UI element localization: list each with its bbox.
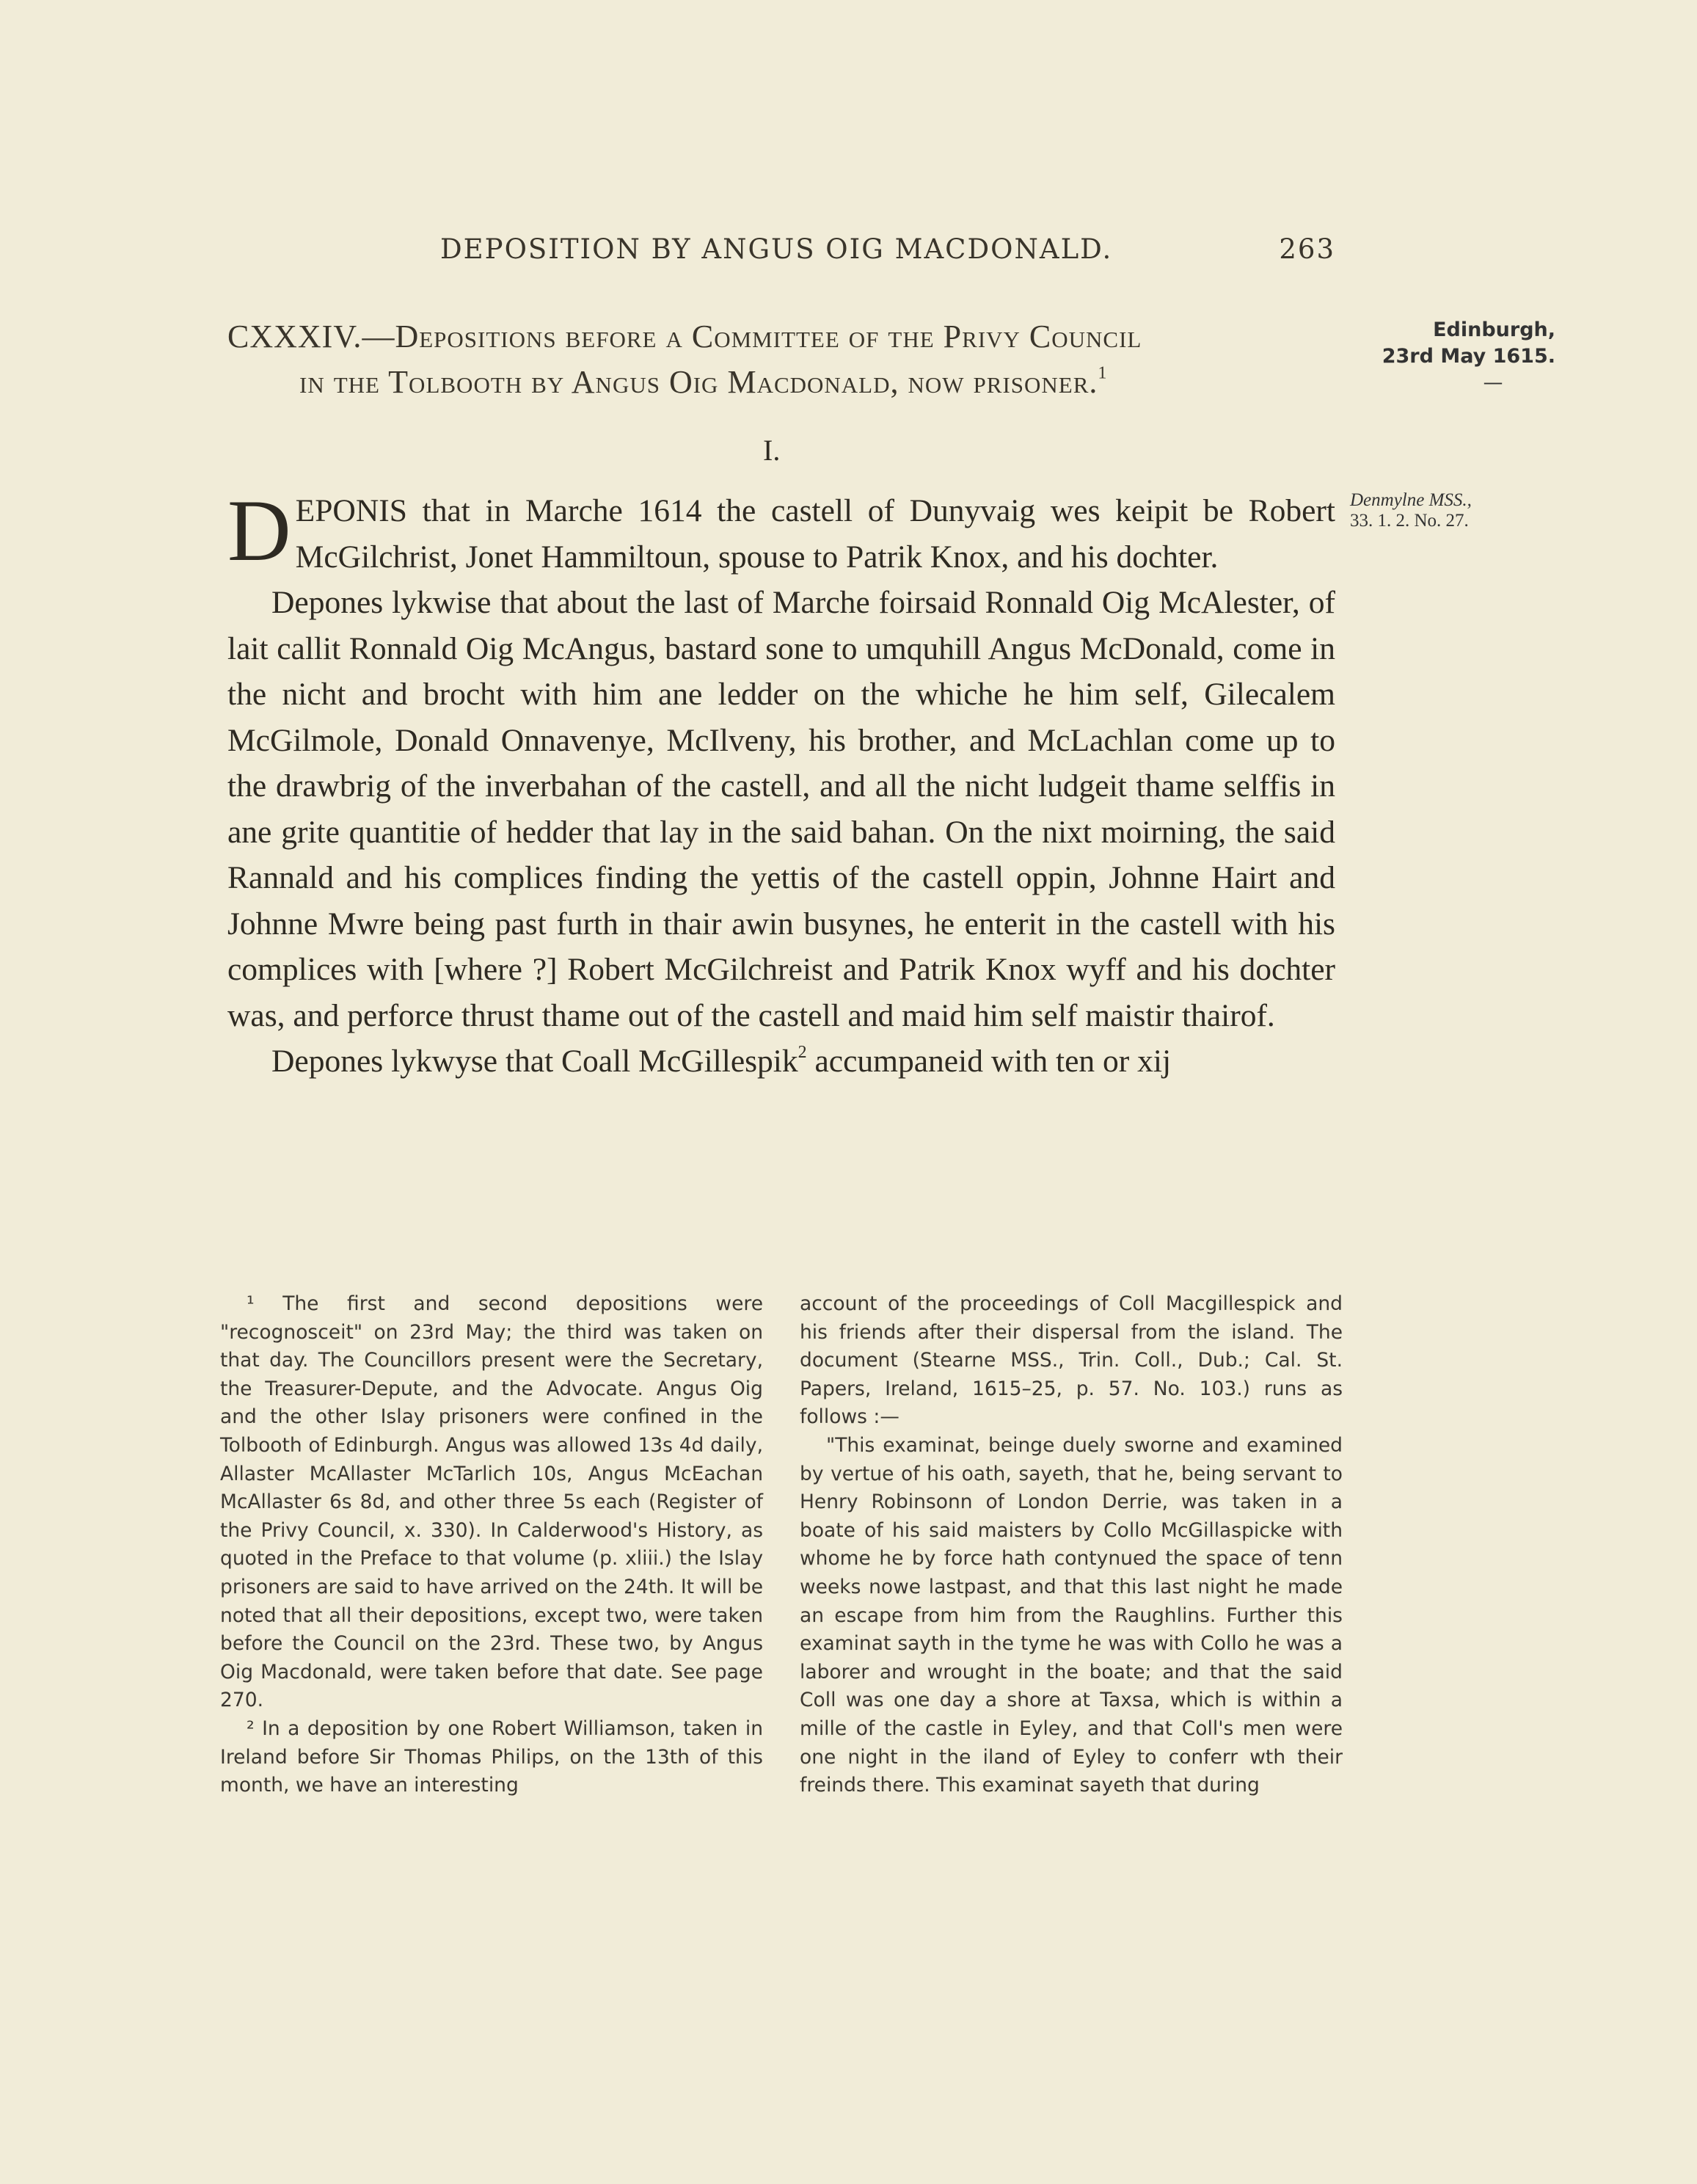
paragraph-1 [227, 481, 1335, 580]
paragraph-2: Depones lykwise that about the last of Marche foirsaid Ronnald Oig McAlester, of lait callit Ronnald Oig McAngus, bastard sone to umquhill Angus McDonald, come in the nicht and brocht with him ane ledder on the whiche he him self, Gilecalem McGilmole, Donald Onnavenye, McIlveny, his brother, and McLachlan come up to the drawbrig of the inverbahan of the castell, and all the nicht ludgeit thame selffis in ane grite quantitie of hedder that lay in the said bahan. On the nixt moirning, the said Rannald and his complices finding the yettis of the castell oppin, Johnne Hairt and Johnne Mwre being past furth in thair awin busynes, he enterit in the castell with his complices with [where ?] Robert McGilchreist and Patrik Knox wyff and his dochter was, and perforce thrust thame out of the castell and maid him self maistir thairof. [227, 585, 1335, 1033]
drop-cap: D [227, 481, 291, 579]
margin-source-note [1350, 490, 1526, 531]
chapter-title-part-1: —Depositions before a Committee of the Privy Council [362, 318, 1142, 354]
footnote-2-continued: account of the proceedings of Coll Macgillespick and his friends after their dispersal from the island. The document (Stearne MSS., Trin. Coll., Dub.; Cal. St. Papers, Ireland, 1615–25, p. 57. No. 103.) runs as follows :— [800, 1292, 1343, 1429]
footnote-ref-1: 1 [1098, 363, 1108, 383]
chapter-number: CXXXIV. [227, 318, 362, 354]
source-reference: 33. 1. 2. No. 27. [1350, 511, 1469, 531]
margin-date: 23rd May 1615. [1382, 345, 1555, 368]
running-head-title: DEPOSITION BY ANGUS OIG MACDONALD. [440, 233, 1113, 265]
footnote-1: ¹ The first and second depositions were "recognosceit" on 23rd May; the third was taken on that day. The Councillors present were the Secretary, the Treasurer-Depute, and the Advocate. Angus Oig and the other Islay prisoners were confined in the Tolbooth of Edinburgh. Angus was allowed 13s 4d daily, Allaster McAllaster McTarlich 10s, Angus McEachan McAllaster 6s 8d, and other three 5s each (Register of the Privy Council, x. 330). In Calderwood's History, as quoted in the Preface to that volume (p. xliii.) the Islay prisoners are said to have arrived on the 24th. It will be noted that all their depositions, except two, were taken before the Council on the 23rd. These two, by Angus Oig Macdonald, were taken before that date. See page 270. [220, 1292, 763, 1712]
section-number: I. [763, 434, 781, 467]
source-title: Denmylne MSS., [1350, 490, 1472, 510]
paragraph-3-text-b: accumpaneid with ten or xij [806, 1044, 1172, 1079]
margin-date-note [1365, 317, 1555, 396]
footnote-2-quotation: "This examinat, beinge duely sworne and examined by vertue of his oath, sayeth, that he, being servant to Henry Robinsonn of London Derrie, was taken in a boate of his said maisters by Collo McGillaspicke with whome he by force hath contynued the space of tenn weeks nowe lastpast, and that this last night he made an escape from him from the Raughlins. Further this examinat sayth in the tyme he was with Collo he was a laborer and wrought in the boate; and that the said Coll was one day a shore at Taxsa, which is within a mille of the castle in Eyley, and that Coll's men were one night in the iland of Eyley to conferr wth their freinds there. This examinat sayeth that during [800, 1433, 1343, 1797]
paragraph-1-text: EPONIS that in Marche 1614 the castell of Dunyvaig wes keipit be Robert McGilchrist, Jonet Hammiltoun, spouse to Patrik Knox, and his dochter. [295, 493, 1335, 575]
paragraph-3 [227, 1038, 1335, 1085]
chapter-title-part-2: in the Tolbooth by Angus Oig Macdonald, now prisoner. [299, 364, 1098, 400]
paragraph-3-text-a: Depones lykwyse that Coall McGillespik [271, 1044, 798, 1079]
footnotes-right-column [800, 1290, 1343, 1800]
body-text [227, 481, 1335, 1085]
footnotes-left-column [220, 1290, 763, 1800]
chapter-heading-line-1 [227, 314, 1343, 360]
footnote-2-start: ² In a deposition by one Robert Williamson, taken in Ireland before Sir Thomas Philips, on the 13th of this month, we have an interesting [220, 1717, 763, 1797]
chapter-heading [227, 314, 1343, 405]
margin-dash: — [1483, 371, 1503, 394]
chapter-heading-line-2 [227, 360, 1343, 405]
page-number: 263 [1279, 233, 1335, 265]
margin-place: Edinburgh, [1433, 318, 1555, 341]
footnote-ref-2: 2 [798, 1042, 807, 1062]
